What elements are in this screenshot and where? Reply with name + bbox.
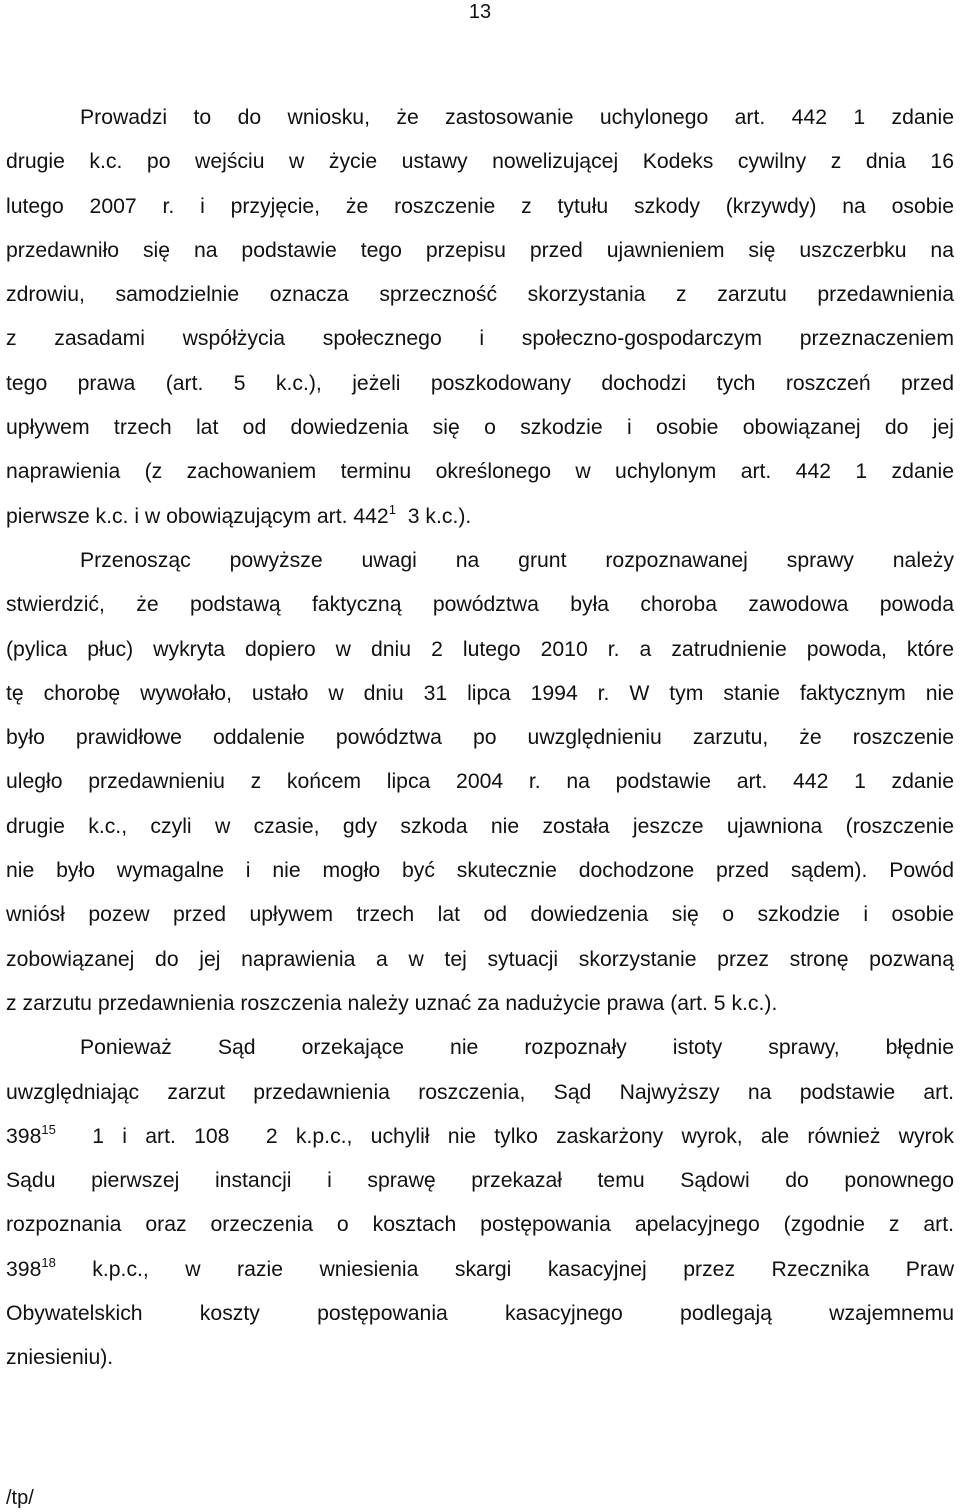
text-line: tego prawa (art. 5 k.c.), jeżeli poszkodowany dochodzi tych roszczeń przed: [6, 371, 954, 395]
text-segment: pierwsze k.c. i w obowiązującym art. 442: [6, 504, 389, 528]
text-segment: k.p.c., w razie wniesienia skargi kasacyjnej przez Rzecznika Praw: [55, 1257, 954, 1281]
paragraph-2: [6, 539, 954, 1026]
text-line: zniesieniu).: [6, 1346, 114, 1370]
text-segment: 3 k.c.).: [395, 504, 472, 528]
text-line: przedawniło się na podstawie tego przepisu przed ujawnieniem się uszczerbku na: [6, 238, 954, 262]
superscript: 15: [41, 1121, 56, 1137]
text-line: drugie k.c. po wejściu w życie ustawy nowelizującej Kodeks cywilny z dnia 16: [6, 150, 954, 174]
text-segment: 398: [6, 1124, 42, 1148]
document-body: [6, 96, 954, 1381]
text-line: [6, 1248, 954, 1292]
text-line: Sądu pierwszej instancji i sprawę przekazał temu Sądowi do ponownego: [6, 1169, 954, 1193]
page-number: 13: [468, 1, 492, 23]
text-line: Przenosząc powyższe uwagi na grunt rozpoznawanej sprawy należy: [80, 548, 954, 572]
text-line: lutego 2007 r. i przyjęcie, że roszczenie z tytułu szkody (krzywdy) na osobie: [6, 194, 954, 218]
footer-initials: /tp/: [6, 1487, 34, 1509]
text-line: zdrowiu, samodzielnie oznacza sprzeczność skorzystania z zarzutu przedawnienia: [6, 283, 954, 307]
text-line: uległo przedawnieniu z końcem lipca 2004 r. na podstawie art. 442 1 zdanie: [6, 770, 954, 794]
text-line: nie było wymagalne i nie mogło być skutecznie dochodzone przed sądem). Powód: [6, 859, 954, 883]
text-line: Prowadzi to do wniosku, że zastosowanie uchylonego art. 442 1 zdanie: [80, 106, 954, 129]
text-line: Obywatelskich koszty postępowania kasacyjnego podlegają wzajemnemu: [6, 1302, 954, 1326]
superscript: 1: [388, 501, 396, 517]
text-line: zobowiązanej do jej naprawienia a w tej sytuacji skorzystanie przez stronę pozwaną: [6, 947, 954, 971]
text-line: naprawienia (z zachowaniem terminu określonego w uchylonym art. 442 1 zdanie: [6, 460, 954, 484]
text-line: upływem trzech lat od dowiedzenia się o szkodzie i osobie obowiązanej do jej: [6, 416, 954, 440]
text-line: drugie k.c., czyli w czasie, gdy szkoda nie została jeszcze ujawniona (roszczenie: [6, 814, 954, 838]
text-line: Ponieważ Sąd orzekające nie rozpoznały istoty sprawy, błędnie: [80, 1036, 954, 1060]
text-line: stwierdzić, że podstawą faktyczną powództwa była choroba zawodowa powoda: [6, 593, 954, 617]
paragraph-3: [6, 1026, 954, 1380]
text-segment: 398: [6, 1257, 42, 1281]
text-line: [6, 495, 954, 539]
text-line: tę chorobę wywołało, ustało w dniu 31 lipca 1994 r. W tym stanie faktycznym nie: [6, 681, 954, 705]
text-line: uwzględniając zarzut przedawnienia roszczenia, Sąd Najwyższy na podstawie art.: [6, 1080, 954, 1104]
text-line: wniósł pozew przed upływem trzech lat od dowiedzenia się o szkodzie i osobie: [6, 903, 954, 927]
text-line: rozpoznania oraz orzeczenia o kosztach postępowania apelacyjnego (zgodnie z art.: [6, 1213, 954, 1237]
text-segment: 1 i art. 108 2 k.p.c., uchylił nie tylko zaskarżony wyrok, ale również wyrok: [55, 1124, 954, 1148]
text-line: z zasadami współżycia społecznego i społeczno-gospodarczym przeznaczeniem: [6, 327, 954, 351]
text-line: z zarzutu przedawnienia roszczenia należy uznać za nadużycie prawa (art. 5 k.c.).: [6, 991, 778, 1015]
superscript: 18: [41, 1254, 56, 1270]
text-line: [6, 1115, 954, 1159]
text-line: było prawidłowe oddalenie powództwa po uwzględnieniu zarzutu, że roszczenie: [6, 726, 954, 750]
text-line: (pylica płuc) wykryta dopiero w dniu 2 lutego 2010 r. a zatrudnienie powoda, które: [6, 637, 954, 661]
paragraph-1: [6, 96, 954, 539]
